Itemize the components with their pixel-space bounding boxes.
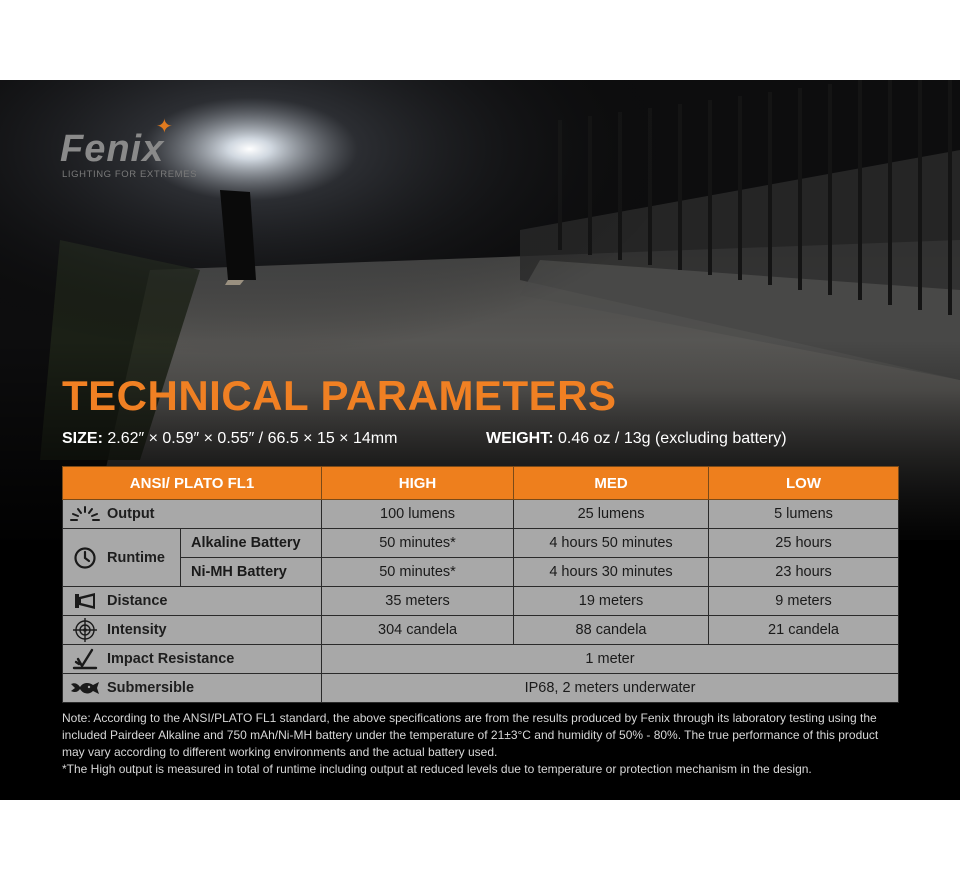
- runtime-clock-icon: [63, 546, 107, 570]
- runtime-label: Runtime: [107, 549, 165, 566]
- logo-wordmark: Fenix: [60, 128, 165, 170]
- alkaline-med: 4 hours 50 minutes: [514, 529, 709, 558]
- nimh-label: Ni-MH Battery: [181, 558, 322, 587]
- table-row-impact: [63, 645, 899, 674]
- distance-med: 19 meters: [514, 587, 709, 616]
- footnotes: [62, 710, 898, 778]
- header-med: MED: [514, 467, 709, 500]
- alkaline-high: 50 minutes*: [322, 529, 514, 558]
- distance-low: 9 meters: [709, 587, 899, 616]
- note-standard: Note: According to the ANSI/PLATO FL1 standard, the above specifications are from the results produced by Fenix through its laboratory testing using the included Pairdeer Alkaline and 750 mAh/Ni-MH battery under the temperature of 21±3°C and humidity of 50% - 80%. The true performance of this product may vary according to different working environments and the actual battery used.: [62, 711, 879, 759]
- note-high-output: *The High output is measured in total of runtime including output at reduced levels due to temperature or protection mechanism in the design.: [62, 762, 812, 776]
- impact-drop-icon: [63, 647, 107, 671]
- logo-tagline: LIGHTING FOR EXTREMES: [62, 169, 198, 180]
- distance-high: 35 meters: [322, 587, 514, 616]
- table-row-output: [63, 500, 899, 529]
- intensity-high: 304 candela: [322, 616, 514, 645]
- impact-label: Impact Resistance: [107, 651, 235, 667]
- nimh-med: 4 hours 30 minutes: [514, 558, 709, 587]
- header-standard: ANSI/ PLATO FL1: [63, 467, 322, 500]
- weight-label: WEIGHT:: [486, 430, 554, 447]
- submersible-label: Submersible: [107, 680, 195, 696]
- nimh-low: 23 hours: [709, 558, 899, 587]
- distance-label-cell: [63, 587, 322, 616]
- table-row-intensity: [63, 616, 899, 645]
- intensity-med: 88 candela: [514, 616, 709, 645]
- impact-label-cell: [63, 645, 322, 674]
- header-low: LOW: [709, 467, 899, 500]
- size-label: SIZE:: [62, 430, 103, 447]
- weight-value: 0.46 oz / 13g (excluding battery): [558, 430, 787, 447]
- intensity-label: Intensity: [107, 622, 167, 638]
- output-med: 25 lumens: [514, 500, 709, 529]
- fenix-star-icon: ✦: [156, 116, 173, 138]
- output-rays-icon: [63, 505, 107, 523]
- table-row-submersible: [63, 674, 899, 703]
- nimh-high: 50 minutes*: [322, 558, 514, 587]
- weight-spec: [486, 430, 787, 448]
- page-title: TECHNICAL PARAMETERS: [62, 372, 617, 419]
- header-high: HIGH: [322, 467, 514, 500]
- size-spec: [62, 430, 397, 448]
- alkaline-low: 25 hours: [709, 529, 899, 558]
- submersible-value: IP68, 2 meters underwater: [322, 674, 899, 703]
- table-header-row: [63, 467, 899, 500]
- table-row-distance: [63, 587, 899, 616]
- output-high: 100 lumens: [322, 500, 514, 529]
- technical-parameters-table: [62, 466, 899, 703]
- output-label-cell: [63, 500, 322, 529]
- intensity-target-icon: [63, 617, 107, 643]
- output-low: 5 lumens: [709, 500, 899, 529]
- table-row-runtime-nimh: [63, 558, 899, 587]
- table-row-runtime-alkaline: [63, 529, 899, 558]
- intensity-label-cell: [63, 616, 322, 645]
- distance-label: Distance: [107, 593, 168, 609]
- submersible-label-cell: [63, 674, 322, 703]
- impact-value: 1 meter: [322, 645, 899, 674]
- intensity-low: 21 candela: [709, 616, 899, 645]
- size-value: 2.62″ × 0.59″ × 0.55″ / 66.5 × 15 × 14mm: [107, 430, 398, 447]
- distance-beam-icon: [63, 591, 107, 611]
- product-banner: [0, 80, 960, 800]
- submersible-fish-icon: [63, 679, 107, 697]
- alkaline-label: Alkaline Battery: [181, 529, 322, 558]
- runtime-label-cell: [63, 529, 181, 587]
- output-label: Output: [107, 506, 155, 522]
